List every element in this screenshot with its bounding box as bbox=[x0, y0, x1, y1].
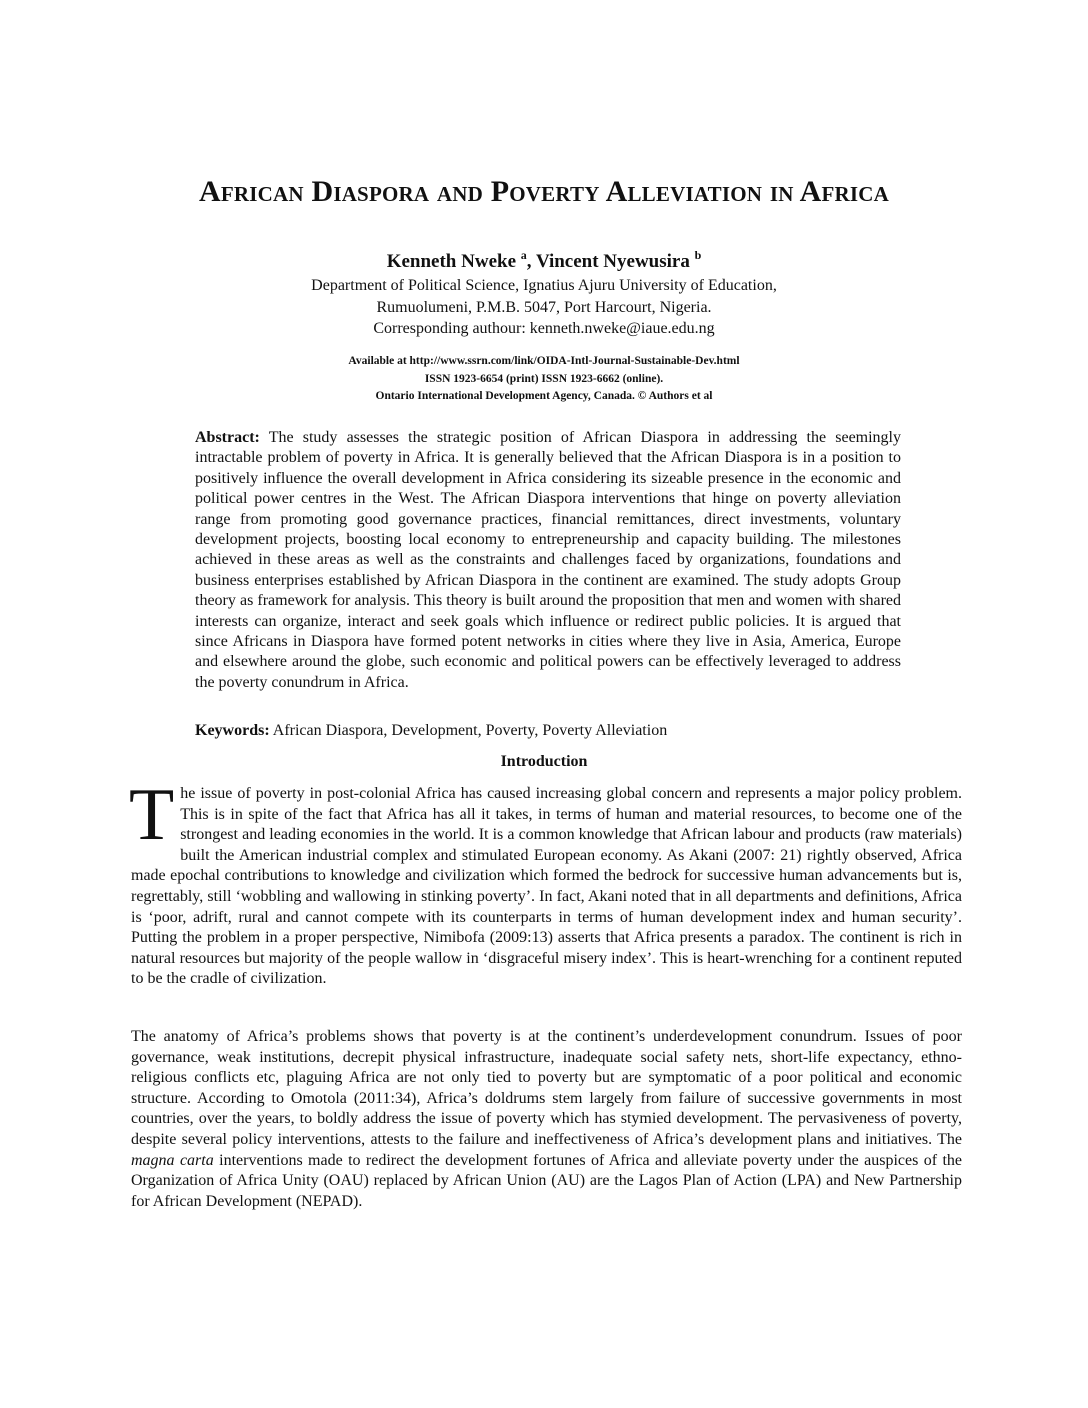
section-heading-introduction: Introduction bbox=[500, 753, 588, 770]
affiliation-line: Rumuolumeni, P.M.B. 5047, Port Harcourt, Nigeria. bbox=[376, 299, 712, 316]
author-name: Kenneth Nweke bbox=[386, 251, 517, 272]
abstract-text: The study assesses the strategic position of African Diaspora in addressing the seemingly intractable problem of poverty in Africa. It is generally believed that the African Diaspora is in a position to positively influence the overall development in Africa considering its sizeable presence in the economic and political power centres in the West. The African Diaspora interventions that hinge on poverty alleviation range from promoting good governance practices, financial remittances, direct investments, voluntary development projects, boosting local economy to entrepreneurship and capacity building. The milestones achieved in these areas as well as the constraints and challenges faced by organizations, foundations and business enterprises established by African Diaspora in the continent are examined. The study adopts Group theory as framework for analysis. This theory is built around the proposition that men and women with shared interests can organize, interact and seek goals which influence or redirect public policies. It is argued that since Africans in Diaspora have formed potent networks in cities where they live in Asia, America, Europe and elsewhere around the globe, such economic and political powers can be effectively leveraged to address the poverty conundrum in Africa. bbox=[195, 429, 901, 691]
availability-link[interactable]: Available at http://www.ssrn.com/link/OIDA-Intl-Journal-Sustainable-Dev.html bbox=[348, 355, 740, 367]
abstract bbox=[195, 428, 901, 693]
paragraph-text: interventions made to redirect the development fortunes of Africa and alleviate poverty under the auspices of the Organization of Africa Unity (OAU) replaced by African Union (AU) are the Lagos Plan of Action (LPA) and New Partnership for African Development (NEPAD). bbox=[131, 1151, 963, 1210]
italic-term: magna carta bbox=[131, 1151, 214, 1169]
keywords bbox=[195, 721, 901, 741]
corresponding-author: Corresponding authour: kenneth.nweke@iaue.edu.ng bbox=[373, 320, 715, 337]
paragraph-text: he issue of poverty in post-colonial Africa has caused increasing global concern and represents a major policy problem. This is in spite of the fact that Africa has all it takes, in terms of human and material resources, to become one of the strongest and leading economies in the world. It is a common knowledge that African labour and products (raw materials) built the American industrial complex and stimulated European economy. As Akani (2007: 21) rightly observed, Africa made epochal contributions to knowledge and civilization which formed the bedrock for successive human advancements but is, regrettably, still ‘wobbling and wallowing in stinking poverty’. In fact, Akani noted that in all departments and definitions, Africa is ‘poor, adrift, rural and cannot compete with its counterparts in terms of human development index and human security’. Putting the problem in a proper perspective, Nimibofa (2009:13) asserts that Africa presents a paradox. The continent is rich in natural resources but majority of the people wallow in ‘disgraceful misery index’. This is heart-wrenching for a continent reputed to be the cradle of civilization. bbox=[131, 785, 962, 988]
issn-line: ISSN 1923-6654 (print) ISSN 1923-6662 (online). bbox=[424, 373, 664, 385]
author-affiliation-mark: a bbox=[520, 248, 527, 262]
author-line bbox=[0, 248, 1088, 273]
author-affiliation-mark: b bbox=[694, 248, 702, 262]
paper-title: African Diaspora and Poverty Alleviation in Africa bbox=[199, 175, 889, 208]
author-name: Vincent Nyewusira bbox=[535, 251, 690, 272]
keywords-label: Keywords: bbox=[195, 722, 270, 739]
introduction-paragraph bbox=[131, 1027, 962, 1212]
introduction-paragraph bbox=[129, 774, 962, 990]
drop-cap: T bbox=[129, 774, 175, 856]
paragraph-text: The anatomy of Africa’s problems shows that poverty is at the continent’s underdevelopment conundrum. Issues of poor governance, weak institutions, decrepit physical infrastructure, inadequate social safety nets, short-life expectancy, ethno-religious conflicts etc, plaguing Africa are not only tied to poverty but are symptomatic of a poor political and economic structure. According to Omotola (2011:34), Africa’s doldrums stem largely from failure of successive governments in most countries, over the years, to boldly address the issue of poverty which has stymied development. The pervasiveness of poverty, despite several policy interventions, attests to the failure and ineffectiveness of Africa’s development plans and initiatives. The bbox=[131, 1028, 962, 1148]
abstract-label: Abstract: bbox=[195, 429, 260, 446]
author-separator: , bbox=[526, 251, 536, 272]
keywords-text: African Diaspora, Development, Poverty, Poverty Alleviation bbox=[269, 722, 668, 739]
affiliation-line: Department of Political Science, Ignatius Ajuru University of Education, bbox=[311, 277, 777, 294]
publisher-line: Ontario International Development Agency, Canada. © Authors et al bbox=[375, 390, 713, 402]
